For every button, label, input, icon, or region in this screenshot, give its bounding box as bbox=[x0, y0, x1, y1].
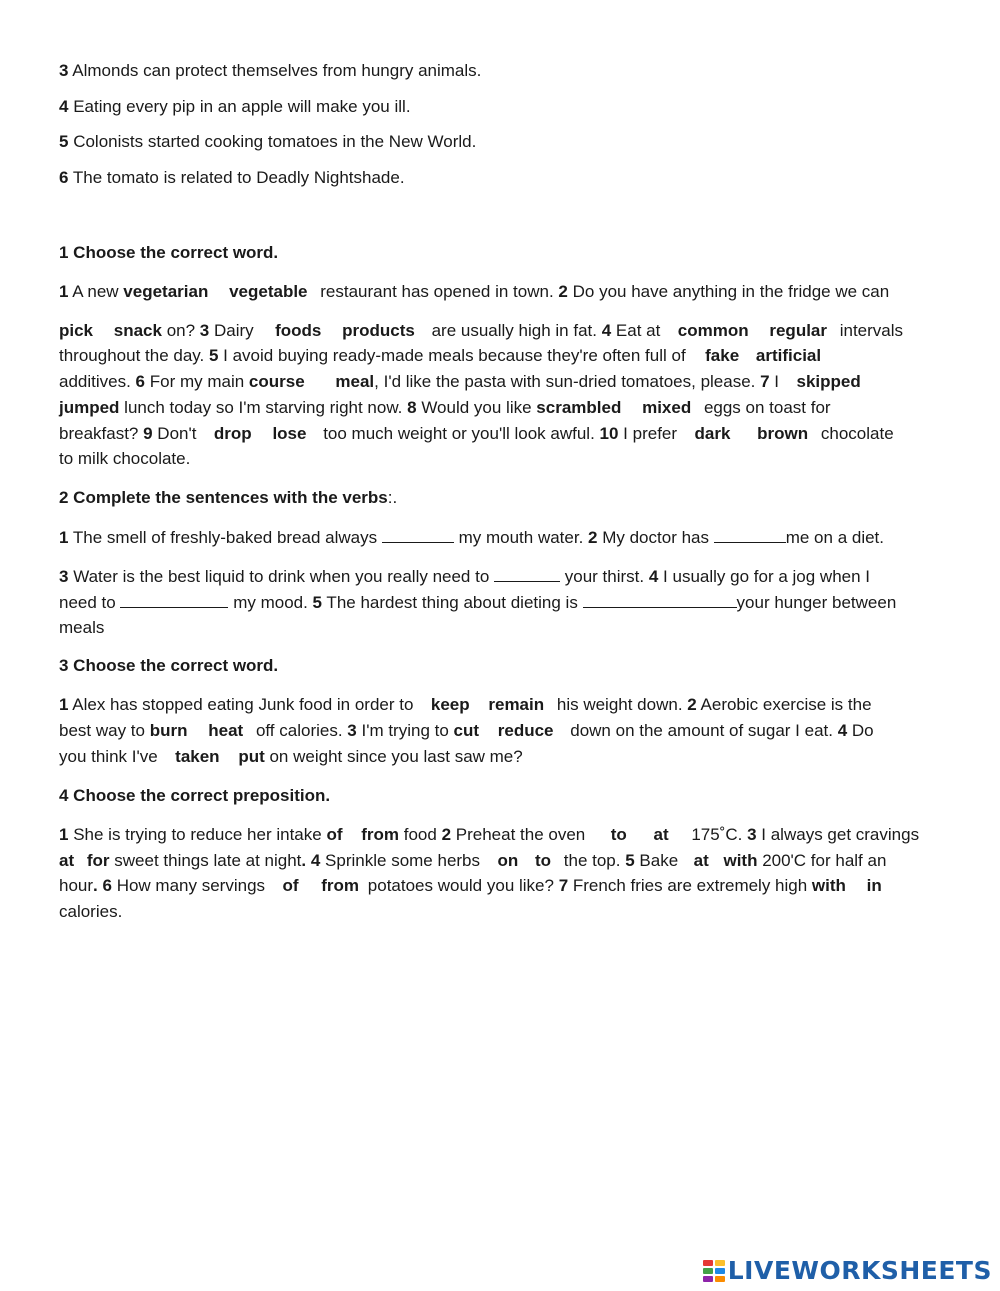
logo-block bbox=[715, 1260, 725, 1266]
exercise-4-line: 1 She is trying to reduce her intake of from food 2 Preheat the oven to at 175˚C. 3 I always get cravings bbox=[59, 825, 920, 844]
logo-block bbox=[703, 1268, 713, 1274]
exercise-2-line: 3 Water is the best liquid to drink when you really need to your thirst. 4 I usually go for a jog when I bbox=[59, 567, 871, 586]
exercise-2-title: 2 Complete the sentences with the verbs:. bbox=[59, 488, 398, 507]
word-option[interactable]: keep bbox=[430, 695, 470, 714]
exercise-1-title: 1 Choose the correct word. bbox=[59, 243, 279, 262]
word-option[interactable]: of bbox=[326, 825, 343, 844]
statement-5: 5 Colonists started cooking tomatoes in the New World. bbox=[59, 132, 477, 151]
exercise-4-line: at for sweet things late at night. 4 Sprinkle some herbs on to the top. 5 Bake at with 200'C for half an bbox=[59, 851, 887, 870]
word-option[interactable]: of bbox=[282, 876, 299, 895]
word-option[interactable]: in bbox=[866, 876, 882, 895]
logo-block bbox=[715, 1268, 725, 1274]
logo-block bbox=[715, 1276, 725, 1282]
word-option[interactable]: foods bbox=[275, 321, 322, 340]
answer-blank[interactable] bbox=[120, 591, 228, 608]
answer-blank[interactable] bbox=[494, 565, 560, 582]
exercise-1-line: throughout the day. 5 I avoid buying ready-made meals because they're often full of fake artificial bbox=[59, 346, 822, 365]
word-option[interactable]: meal bbox=[335, 372, 375, 391]
exercise-2-line: 1 The smell of freshly-baked bread always my mouth water. 2 My doctor has me on a diet. bbox=[59, 528, 884, 547]
answer-blank[interactable] bbox=[382, 526, 454, 543]
word-option[interactable]: scrambled bbox=[536, 398, 622, 417]
word-option[interactable]: common bbox=[677, 321, 749, 340]
word-option[interactable]: taken bbox=[175, 747, 220, 766]
exercise-4-line: hour. 6 How many servings of from potatoes would you like? 7 French fries are extremely high with in bbox=[59, 876, 882, 895]
word-option[interactable]: heat bbox=[208, 721, 244, 740]
word-option[interactable]: artificial bbox=[755, 346, 822, 365]
word-option[interactable]: vegetarian bbox=[123, 282, 209, 301]
word-option[interactable]: from bbox=[361, 825, 400, 844]
word-option[interactable]: from bbox=[321, 876, 360, 895]
exercise-2-line: meals bbox=[59, 618, 105, 637]
exercise-3-line: best way to burn heat off calories. 3 I'm trying to cut reduce down on the amount of sugar I eat. 4 Do bbox=[59, 721, 874, 740]
exercise-1-line: pick snack on? 3 Dairy foods products are usually high in fat. 4 Eat at common regular intervals bbox=[59, 321, 904, 340]
word-option[interactable]: cut bbox=[453, 721, 480, 740]
exercise-1-line: breakfast? 9 Don't drop lose too much weight or you'll look awful. 10 I prefer dark brown chocolate bbox=[59, 424, 894, 443]
logo-block bbox=[703, 1260, 713, 1266]
word-option[interactable]: for bbox=[86, 851, 110, 870]
logo-block bbox=[703, 1276, 713, 1282]
word-option[interactable]: at bbox=[693, 851, 709, 870]
word-option[interactable]: with bbox=[811, 876, 846, 895]
word-option[interactable]: lose bbox=[272, 424, 307, 443]
word-option[interactable]: skipped bbox=[796, 372, 861, 391]
word-option[interactable]: brown bbox=[757, 424, 809, 443]
exercise-3-line: 1 Alex has stopped eating Junk food in order to keep remain his weight down. 2 Aerobic exercise is the bbox=[59, 695, 872, 714]
word-option[interactable]: course bbox=[248, 372, 305, 391]
exercise-1-line: additives. 6 For my main course meal, I'd like the pasta with sun-dried tomatoes, please. 7 I skipped bbox=[59, 372, 861, 391]
liveworksheets-logo bbox=[703, 1256, 992, 1285]
word-option[interactable]: to bbox=[610, 825, 627, 844]
exercise-1-line: 1 A new vegetarian vegetable restaurant has opened in town. 2 Do you have anything in the fridge we can bbox=[59, 282, 890, 301]
word-option[interactable]: drop bbox=[213, 424, 252, 443]
exercise-4-title: 4 Choose the correct preposition. bbox=[59, 786, 331, 805]
word-option[interactable]: pick bbox=[59, 321, 94, 340]
exercise-4-line: calories. bbox=[59, 902, 123, 921]
word-option[interactable]: dark bbox=[694, 424, 731, 443]
logo-blocks-icon bbox=[703, 1260, 725, 1282]
statement-4: 4 Eating every pip in an apple will make you ill. bbox=[59, 97, 411, 116]
exercise-3-line: you think I've taken put on weight since you last saw me? bbox=[59, 747, 523, 766]
exercise-2-line: need to my mood. 5 The hardest thing about dieting is your hunger between bbox=[59, 593, 897, 612]
word-option[interactable]: to bbox=[534, 851, 552, 870]
exercise-1-line: jumped lunch today so I'm starving right now. 8 Would you like scrambled mixed eggs on toast for bbox=[59, 398, 831, 417]
word-option[interactable]: burn bbox=[149, 721, 188, 740]
word-option[interactable]: mixed bbox=[642, 398, 692, 417]
statement-3: 3 Almonds can protect themselves from hungry animals. bbox=[59, 61, 482, 80]
exercise-1-line: to milk chocolate. bbox=[59, 449, 191, 468]
word-option[interactable]: reduce bbox=[497, 721, 554, 740]
word-option[interactable]: vegetable bbox=[229, 282, 308, 301]
answer-blank[interactable] bbox=[714, 526, 786, 543]
word-option[interactable]: snack bbox=[113, 321, 162, 340]
word-option[interactable]: regular bbox=[769, 321, 827, 340]
word-option[interactable]: fake bbox=[705, 346, 740, 365]
exercise-3-title: 3 Choose the correct word. bbox=[59, 656, 279, 675]
word-option[interactable]: at bbox=[653, 825, 669, 844]
answer-blank[interactable] bbox=[583, 591, 737, 608]
word-option[interactable]: on bbox=[497, 851, 519, 870]
word-option[interactable]: put bbox=[238, 747, 265, 766]
word-option[interactable]: jumped bbox=[59, 398, 120, 417]
word-option[interactable]: at bbox=[59, 851, 75, 870]
logo-text: LIVEWORKSHEETS bbox=[727, 1256, 992, 1285]
word-option[interactable]: with bbox=[723, 851, 758, 870]
word-option[interactable]: remain bbox=[488, 695, 545, 714]
word-option[interactable]: products bbox=[342, 321, 415, 340]
statement-6: 6 The tomato is related to Deadly Nightshade. bbox=[59, 168, 405, 187]
